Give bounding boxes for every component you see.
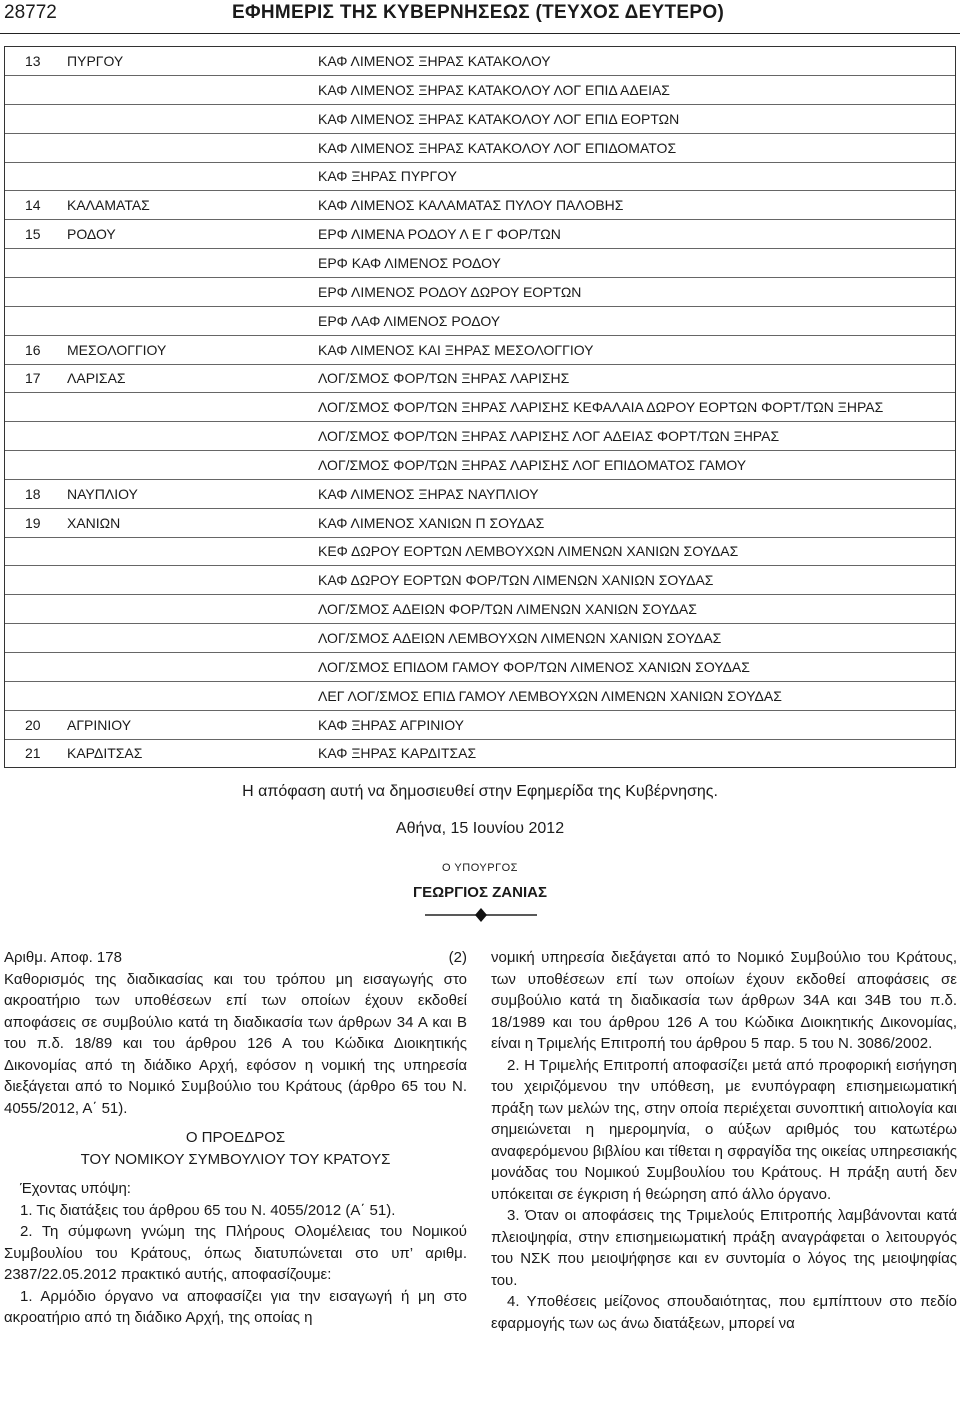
row-number: 13 [25, 53, 41, 69]
row-entry: ΛΟΓ/ΣΜΟΣ ΑΔΕΙΩΝ ΦΟΡ/ΤΩΝ ΛΙΜΕΝΩΝ ΧΑΝΙΩΝ ΣΟΥΔΑΣ [318, 601, 697, 618]
page-number: 28772 [4, 2, 57, 23]
decide-1-start: 1. Αρμόδιο όργανο να αποφασίζει για την εισαγωγή ή μη στο ακροατήριο από τη διάδικο Αρχή, της οποίας η [4, 1287, 467, 1326]
row-entry: ΚΑΦ ΛΙΜΕΝΟΣ ΞΗΡΑΣ ΝΑΥΠΛΙΟΥ [318, 485, 539, 502]
row-entry: ΚΑΦ ΞΗΡΑΣ ΚΑΡΔΙΤΣΑΣ [318, 745, 477, 762]
table-row [5, 653, 955, 682]
issuer-line-1: Ο ΠΡΟΕΔΡΟΣ [185, 1129, 286, 1146]
row-number: 18 [25, 485, 41, 502]
table-row [5, 134, 955, 163]
row-entry: ΛΟΓ/ΣΜΟΣ ΦΟΡ/ΤΩΝ ΞΗΡΑΣ ΛΑΡΙΣΗΣ ΛΟΓ ΑΔΕΙΑΣ ΦΟΡΤ/ΤΩΝ ΞΗΡΑΣ [318, 428, 780, 445]
table-row [5, 47, 955, 76]
row-number: 21 [25, 745, 41, 762]
row-number: 16 [25, 341, 41, 358]
table-row [5, 624, 955, 653]
table-row [5, 105, 955, 134]
decide-4: 4. Υποθέσεις μείζονος σπουδαιότητας, που εμπίπτουν στο πεδίο εφαρμογής των ως άνω διατάξεων, μπορεί να [491, 1293, 957, 1332]
row-entry: ΛΟΓ/ΣΜΟΣ ΦΟΡ/ΤΩΝ ΞΗΡΑΣ ΛΑΡΙΣΗΣ [318, 370, 570, 387]
table-row [5, 509, 955, 538]
row-region: ΛΑΡΙΣΑΣ [67, 370, 126, 387]
row-entry: ΕΡΦ ΛΙΜΕΝΑ ΡΟΔΟΥ Λ Ε Γ ΦΟΡ/ΤΩΝ [318, 226, 561, 243]
table-row [5, 364, 955, 393]
decide-3: 3. Όταν οι αποφάσεις της Τριμελούς Επιτροπής λαμβάνονται κατά πλειοψηφία, στην επισημειωματική πράξη αναγράφεται ο λειτουργός του ΝΣΚ που μειοψήφησε και εν συντομία ο λόγος της μειοψηφίας του. [491, 1207, 957, 1289]
table-row [5, 249, 955, 278]
row-region: ΜΕΣΟΛΟΓΓΙΟΥ [67, 341, 167, 358]
table-row [5, 480, 955, 509]
table-row [5, 566, 955, 595]
decide-1-cont: νομική υπηρεσία διεξάγεται από το Νομικό Συμβούλιο του Κράτους, των υποθέσεων επί των οποίων έχουν εκδοθεί αποφάσεις σε συμβούλιο κατά τη διαδικασία των άρθρων 34Α και 34Β του π.δ. 18/1989 και του άρθρου 126 Α του Κώδικα Διοικητικής Δικονομίας, είναι η Τριμελής Επιτροπή του άρθρου 5 παρ. 5 του Ν. 3086/2002. [491, 949, 957, 1052]
row-entry: ΛΟΓ/ΣΜΟΣ ΑΔΕΙΩΝ ΛΕΜΒΟΥΧΩΝ ΛΙΜΕΝΩΝ ΧΑΝΙΩΝ ΣΟΥΔΑΣ [318, 630, 722, 646]
decision-header [4, 947, 467, 969]
row-entry: ΛΟΓ/ΣΜΟΣ ΦΟΡ/ΤΩΝ ΞΗΡΑΣ ΛΑΡΙΣΗΣ ΛΟΓ ΕΠΙΔΟΜΑΤΟΣ ΓΑΜΟΥ [318, 456, 747, 473]
offices-table [4, 46, 956, 768]
minister-title: Ο ΥΠΟΥΡΓΟΣ [442, 862, 518, 874]
row-number: 15 [25, 226, 41, 243]
row-entry: ΚΑΦ ΛΙΜΕΝΟΣ ΧΑΝΙΩΝ Π ΣΟΥΔΑΣ [318, 514, 545, 531]
having-regard: Έχοντας υπόψη: [20, 1180, 131, 1197]
row-number: 19 [25, 514, 41, 531]
decision-subject: Καθορισμός της διαδικασίας και του τρόπου μη εισαγωγής στο ακροατήριο των υποθέσεων επί των οποίων έχουν εκδοθεί αποφάσεις σε συμβούλιο κατά τη διαδικασία των άρθρων 34 Α και Β του π.δ. 18/89 και του άρθρου 126 Α του Κώδικα Διοικητικής Δικονομίας από τη διάδικο Αρχή, εφόσον η νομική της υπηρεσία διεξάγεται από το Νομικό Συμβούλιο του Κράτους (άρθρο 65 του Ν. 4055/2012, Α΄ 51). [4, 970, 467, 1117]
table-row [5, 307, 955, 336]
row-region: ΚΑΡΔΙΤΣΑΣ [67, 745, 143, 762]
table-row [5, 451, 955, 480]
row-number: 20 [25, 716, 41, 733]
row-number: 14 [25, 197, 41, 214]
decision-number: Αριθμ. Αποφ. 178 [4, 949, 122, 966]
page-header [0, 0, 960, 32]
table-row [5, 278, 955, 307]
row-entry: ΚΕΦ ΔΩΡΟΥ ΕΟΡΤΩΝ ΛΕΜΒΟΥΧΩΝ ΛΙΜΕΝΩΝ ΧΑΝΙΩΝ ΣΟΥΔΑΣ [318, 543, 739, 560]
row-region: ΚΑΛΑΜΑΤΑΣ [67, 197, 150, 214]
row-region: ΝΑΥΠΛΙΟΥ [67, 485, 138, 502]
row-entry: ΚΑΦ ΛΙΜΕΝΟΣ ΞΗΡΑΣ ΚΑΤΑΚΟΛΟΥ ΛΟΓ ΕΠΙΔΟΜΑΤΟΣ [318, 139, 677, 156]
table-row [5, 711, 955, 740]
decide-2: 2. Η Τριμελής Επιτροπή αποφασίζει μετά από προφορική εισήγηση του χειριζόμενου την υπόθεση, με ενυπόγραφη επισημειωματική πράξη των μελών της, στην οποία περιέχεται συνοπτική αιτιολογία και σημειώνεται η ημερομηνία, ο αύξων αριθμός του κατωτέρω αναφερόμενου βιβλίου και τίθεται η σφραγίδα της οικείας υπηρεσιακής μονάδας του Νομικού Συμβουλίου του Κράτους. Η πράξη αυτή δεν υπόκειται σε έγκριση ή θεώρηση από άλλο όργανο. [491, 1056, 957, 1203]
place-date: Αθήνα, 15 Ιουνίου 2012 [395, 820, 565, 837]
header-rule [0, 33, 960, 34]
table-row [5, 220, 955, 249]
right-column [491, 947, 957, 1334]
gazette-title: ΕΦΗΜΕΡΙΣ ΤΗΣ ΚΥΒΕΡΝΗΣΕΩΣ (ΤΕΥΧΟΣ ΔΕΥΤΕΡΟ) [232, 2, 725, 23]
row-entry: ΕΡΦ ΛΙΜΕΝΟΣ ΡΟΔΟΥ ΔΩΡΟΥ ΕΟΡΤΩΝ [318, 283, 582, 300]
table-row [5, 422, 955, 451]
row-entry: ΚΑΦ ΛΙΜΕΝΟΣ ΞΗΡΑΣ ΚΑΤΑΚΟΛΟΥ ΛΟΓ ΕΠΙΔ ΕΟΡΤΩΝ [318, 110, 680, 127]
row-region: ΠΥΡΓΟΥ [67, 53, 124, 69]
row-entry: ΕΡΦ ΚΑΦ ΛΙΜΕΝΟΣ ΡΟΔΟΥ [318, 254, 501, 271]
minister-name: ΓΕΩΡΓΙΟΣ ΖΑΝΙΑΣ [413, 884, 547, 901]
row-entry: ΚΑΦ ΛΙΜΕΝΟΣ ΞΗΡΑΣ ΚΑΤΑΚΟΛΟΥ [318, 53, 551, 69]
row-entry: ΛΟΓ/ΣΜΟΣ ΕΠΙΔΟΜ ΓΑΜΟΥ ΦΟΡ/ΤΩΝ ΛΙΜΕΝΟΣ ΧΑΝΙΩΝ ΣΟΥΔΑΣ [318, 658, 750, 675]
publication-statement: Η απόφαση αυτή να δημοσιευθεί στην Εφημερίδα της Κυβέρνησης. [242, 783, 718, 800]
item-2: 2. Τη σύμφωνη γνώμη της Πλήρους Ολομέλειας του Νομικού Συμβουλίου του Κράτους, όπως διατυπώνεται στο υπ’ αριθμ. 2387/22.05.2012 πρακτικό αυτής, αποφασίζουμε: [4, 1223, 467, 1283]
row-entry: ΚΑΦ ΛΙΜΕΝΟΣ ΚΑΛΑΜΑΤΑΣ ΠΥΛΟΥ ΠΑΛΟΒΗΣ [318, 197, 624, 214]
table-row [5, 162, 955, 191]
table-row [5, 739, 955, 768]
table-row [5, 336, 955, 365]
diamond-ornament-icon [425, 908, 537, 922]
row-region: ΧΑΝΙΩΝ [67, 514, 121, 531]
row-region: ΑΓΡΙΝΙΟΥ [67, 716, 132, 733]
table-row [5, 191, 955, 220]
table-row [5, 393, 955, 422]
row-entry: ΚΑΦ ΞΗΡΑΣ ΠΥΡΓΟΥ [318, 168, 457, 185]
row-entry: ΚΑΦ ΛΙΜΕΝΟΣ ΚΑΙ ΞΗΡΑΣ ΜΕΣΟΛΟΓΓΙΟΥ [318, 341, 594, 358]
table-row [5, 537, 955, 566]
left-column [4, 947, 467, 1329]
row-number: 17 [25, 370, 41, 387]
table-row [5, 682, 955, 711]
row-entry: ΕΡΦ ΛΑΦ ΛΙΜΕΝΟΣ ΡΟΔΟΥ [318, 312, 501, 329]
decision-seq: (2) [448, 949, 467, 966]
row-entry: ΚΑΦ ΞΗΡΑΣ ΑΓΡΙΝΙΟΥ [318, 716, 465, 733]
table-row [5, 76, 955, 105]
table-row [5, 595, 955, 624]
row-entry: ΛΟΓ/ΣΜΟΣ ΦΟΡ/ΤΩΝ ΞΗΡΑΣ ΛΑΡΙΣΗΣ ΚΕΦΑΛΑΙΑ ΔΩΡΟΥ ΕΟΡΤΩΝ ΦΟΡΤ/ΤΩΝ ΞΗΡΑΣ [318, 399, 884, 416]
item-1: 1. Τις διατάξεις του άρθρου 65 του Ν. 4055/2012 (Α΄ 51). [20, 1201, 396, 1219]
row-region: ΡΟΔΟΥ [67, 226, 116, 243]
issuer-line-2: ΤΟΥ ΝΟΜΙΚΟΥ ΣΥΜΒΟΥΛΙΟΥ ΤΟΥ ΚΡΑΤΟΥΣ [80, 1150, 391, 1168]
row-entry: ΚΑΦ ΔΩΡΟΥ ΕΟΡΤΩΝ ΦΟΡ/ΤΩΝ ΛΙΜΕΝΩΝ ΧΑΝΙΩΝ ΣΟΥΔΑΣ [318, 572, 714, 589]
row-entry: ΛΕΓ ΛΟΓ/ΣΜΟΣ ΕΠΙΔ ΓΑΜΟΥ ΛΕΜΒΟΥΧΩΝ ΛΙΜΕΝΩΝ ΧΑΝΙΩΝ ΣΟΥΔΑΣ [318, 687, 782, 704]
row-entry: ΚΑΦ ΛΙΜΕΝΟΣ ΞΗΡΑΣ ΚΑΤΑΚΟΛΟΥ ΛΟΓ ΕΠΙΔ ΑΔΕΙΑΣ [318, 81, 670, 98]
